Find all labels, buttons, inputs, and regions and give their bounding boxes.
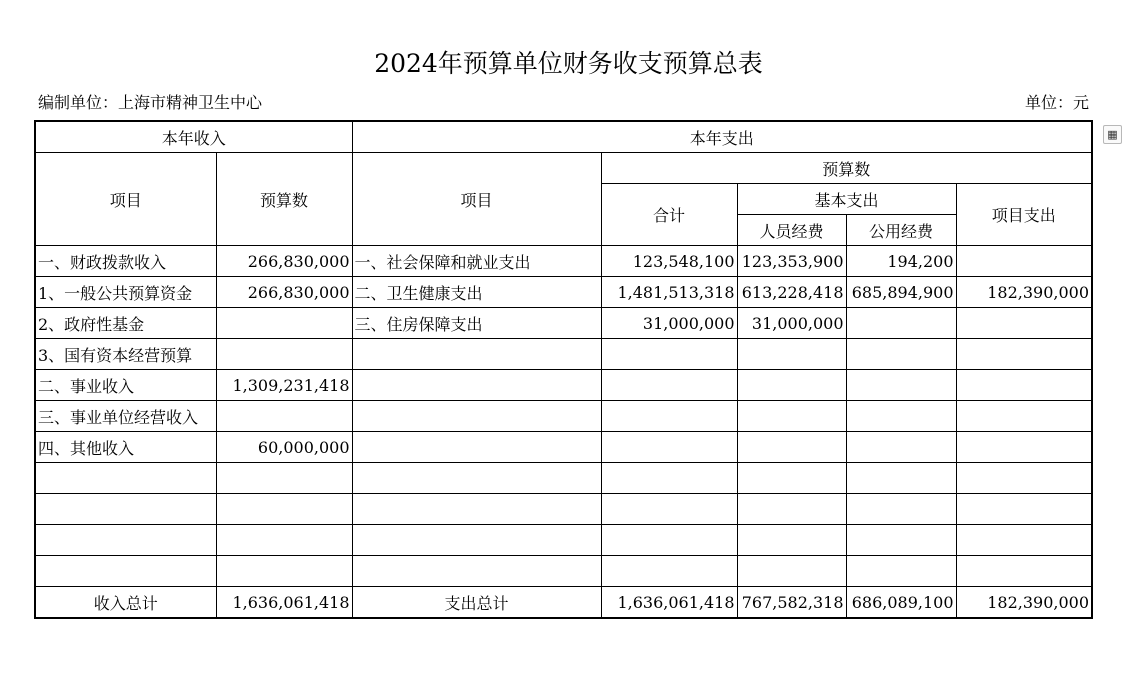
public-cell: [846, 463, 956, 494]
total-cell: [601, 525, 737, 556]
project-cell: [956, 370, 1092, 401]
page-title: 2024年预算单位财务收支预算总表: [374, 49, 763, 78]
public-cell: [846, 308, 956, 339]
personnel-cell: [737, 339, 846, 370]
income-total-value: 1,636,061,418: [216, 587, 352, 619]
personnel-cell: [737, 463, 846, 494]
table-row: [35, 370, 1092, 401]
expense-item-cell: [352, 525, 601, 556]
income-item-cell: 一、财政拨款收入: [35, 246, 216, 277]
income-value-cell: [216, 494, 352, 525]
public-cell: [846, 432, 956, 463]
personnel-cell: 31,000,000: [737, 308, 846, 339]
project-cell: 182,390,000: [956, 277, 1092, 308]
income-value-cell: [216, 463, 352, 494]
income-value-cell: 266,830,000: [216, 277, 352, 308]
table-row: [35, 432, 1092, 463]
table-row: [35, 525, 1092, 556]
public-cell: [846, 556, 956, 587]
total-cell: 31,000,000: [601, 308, 737, 339]
expense-item-cell: [352, 401, 601, 432]
project-cell: [956, 494, 1092, 525]
project-expense-header: 项目支出: [956, 184, 1092, 246]
budget-summary-table: [34, 120, 1093, 619]
public-cell: [846, 525, 956, 556]
totals-row: [35, 587, 1092, 619]
table-row: [35, 401, 1092, 432]
total-cell: [601, 463, 737, 494]
table-row: [35, 463, 1092, 494]
public-cell: 194,200: [846, 246, 956, 277]
currency-unit-label: 单位：元: [1024, 93, 1089, 112]
expense-total-label: 支出总计: [352, 587, 601, 619]
project-cell: [956, 432, 1092, 463]
income-item-cell: 二、事业收入: [35, 370, 216, 401]
personnel-cell: [737, 401, 846, 432]
personnel-cell: 613,228,418: [737, 277, 846, 308]
income-item-cell: 3、国有资本经营预算: [35, 339, 216, 370]
total-cell: [601, 339, 737, 370]
expense-total-cell: 1,636,061,418: [601, 587, 737, 619]
income-item-cell: [35, 463, 216, 494]
public-cell: [846, 370, 956, 401]
table-row: [35, 556, 1092, 587]
project-total-cell: 182,390,000: [956, 587, 1092, 619]
expense-item-cell: 三、住房保障支出: [352, 308, 601, 339]
expense-item-cell: 一、社会保障和就业支出: [352, 246, 601, 277]
header-row-1: [35, 153, 1092, 184]
table-grid-icon[interactable]: ▦: [1103, 125, 1122, 144]
project-cell: [956, 246, 1092, 277]
table-row: [35, 308, 1092, 339]
income-item-cell: 1、一般公共预算资金: [35, 277, 216, 308]
income-item-cell: [35, 525, 216, 556]
personnel-cell: [737, 556, 846, 587]
expense-item-header: 项目: [352, 153, 601, 246]
expense-item-cell: [352, 494, 601, 525]
total-cell: [601, 401, 737, 432]
personnel-cell: [737, 494, 846, 525]
income-value-cell: [216, 308, 352, 339]
table-row: [35, 494, 1092, 525]
personnel-total-cell: 767,582,318: [737, 587, 846, 619]
public-cell: 685,894,900: [846, 277, 956, 308]
table-row: [35, 246, 1092, 277]
project-cell: [956, 463, 1092, 494]
income-item-cell: 2、政府性基金: [35, 308, 216, 339]
expense-item-cell: [352, 339, 601, 370]
public-total-cell: 686,089,100: [846, 587, 956, 619]
total-cell: [601, 494, 737, 525]
table-row: [35, 339, 1092, 370]
income-section-header: 本年收入: [35, 121, 352, 153]
total-cell: [601, 370, 737, 401]
income-value-cell: 1,309,231,418: [216, 370, 352, 401]
personnel-cell: [737, 525, 846, 556]
income-budget-header: 预算数: [216, 153, 352, 246]
project-cell: [956, 401, 1092, 432]
income-value-cell: [216, 525, 352, 556]
expense-item-cell: 二、卫生健康支出: [352, 277, 601, 308]
personnel-cell: [737, 370, 846, 401]
organization-label: 编制单位：上海市精神卫生中心: [38, 93, 263, 112]
total-cell: 1,481,513,318: [601, 277, 737, 308]
expense-item-cell: [352, 432, 601, 463]
project-cell: [956, 339, 1092, 370]
section-header-row: [35, 121, 1092, 153]
public-cell: [846, 494, 956, 525]
personnel-header: 人员经费: [737, 215, 846, 246]
total-header: 合计: [601, 184, 737, 246]
expense-item-cell: [352, 556, 601, 587]
table-row: [35, 277, 1092, 308]
expense-section-header: 本年支出: [352, 121, 1092, 153]
income-value-cell: 60,000,000: [216, 432, 352, 463]
budget-amount-header: 预算数: [601, 153, 1092, 184]
total-cell: [601, 556, 737, 587]
personnel-cell: [737, 432, 846, 463]
public-header: 公用经费: [846, 215, 956, 246]
income-item-header: 项目: [35, 153, 216, 246]
income-item-cell: [35, 494, 216, 525]
public-cell: [846, 339, 956, 370]
income-total-label: 收入总计: [35, 587, 216, 619]
basic-expense-header: 基本支出: [737, 184, 956, 215]
project-cell: [956, 308, 1092, 339]
income-item-cell: 三、事业单位经营收入: [35, 401, 216, 432]
personnel-cell: 123,353,900: [737, 246, 846, 277]
expense-item-cell: [352, 370, 601, 401]
public-cell: [846, 401, 956, 432]
project-cell: [956, 556, 1092, 587]
project-cell: [956, 525, 1092, 556]
income-item-cell: [35, 556, 216, 587]
income-value-cell: [216, 556, 352, 587]
income-value-cell: [216, 401, 352, 432]
income-value-cell: [216, 339, 352, 370]
expense-item-cell: [352, 463, 601, 494]
income-item-cell: 四、其他收入: [35, 432, 216, 463]
income-value-cell: 266,830,000: [216, 246, 352, 277]
total-cell: [601, 432, 737, 463]
total-cell: 123,548,100: [601, 246, 737, 277]
